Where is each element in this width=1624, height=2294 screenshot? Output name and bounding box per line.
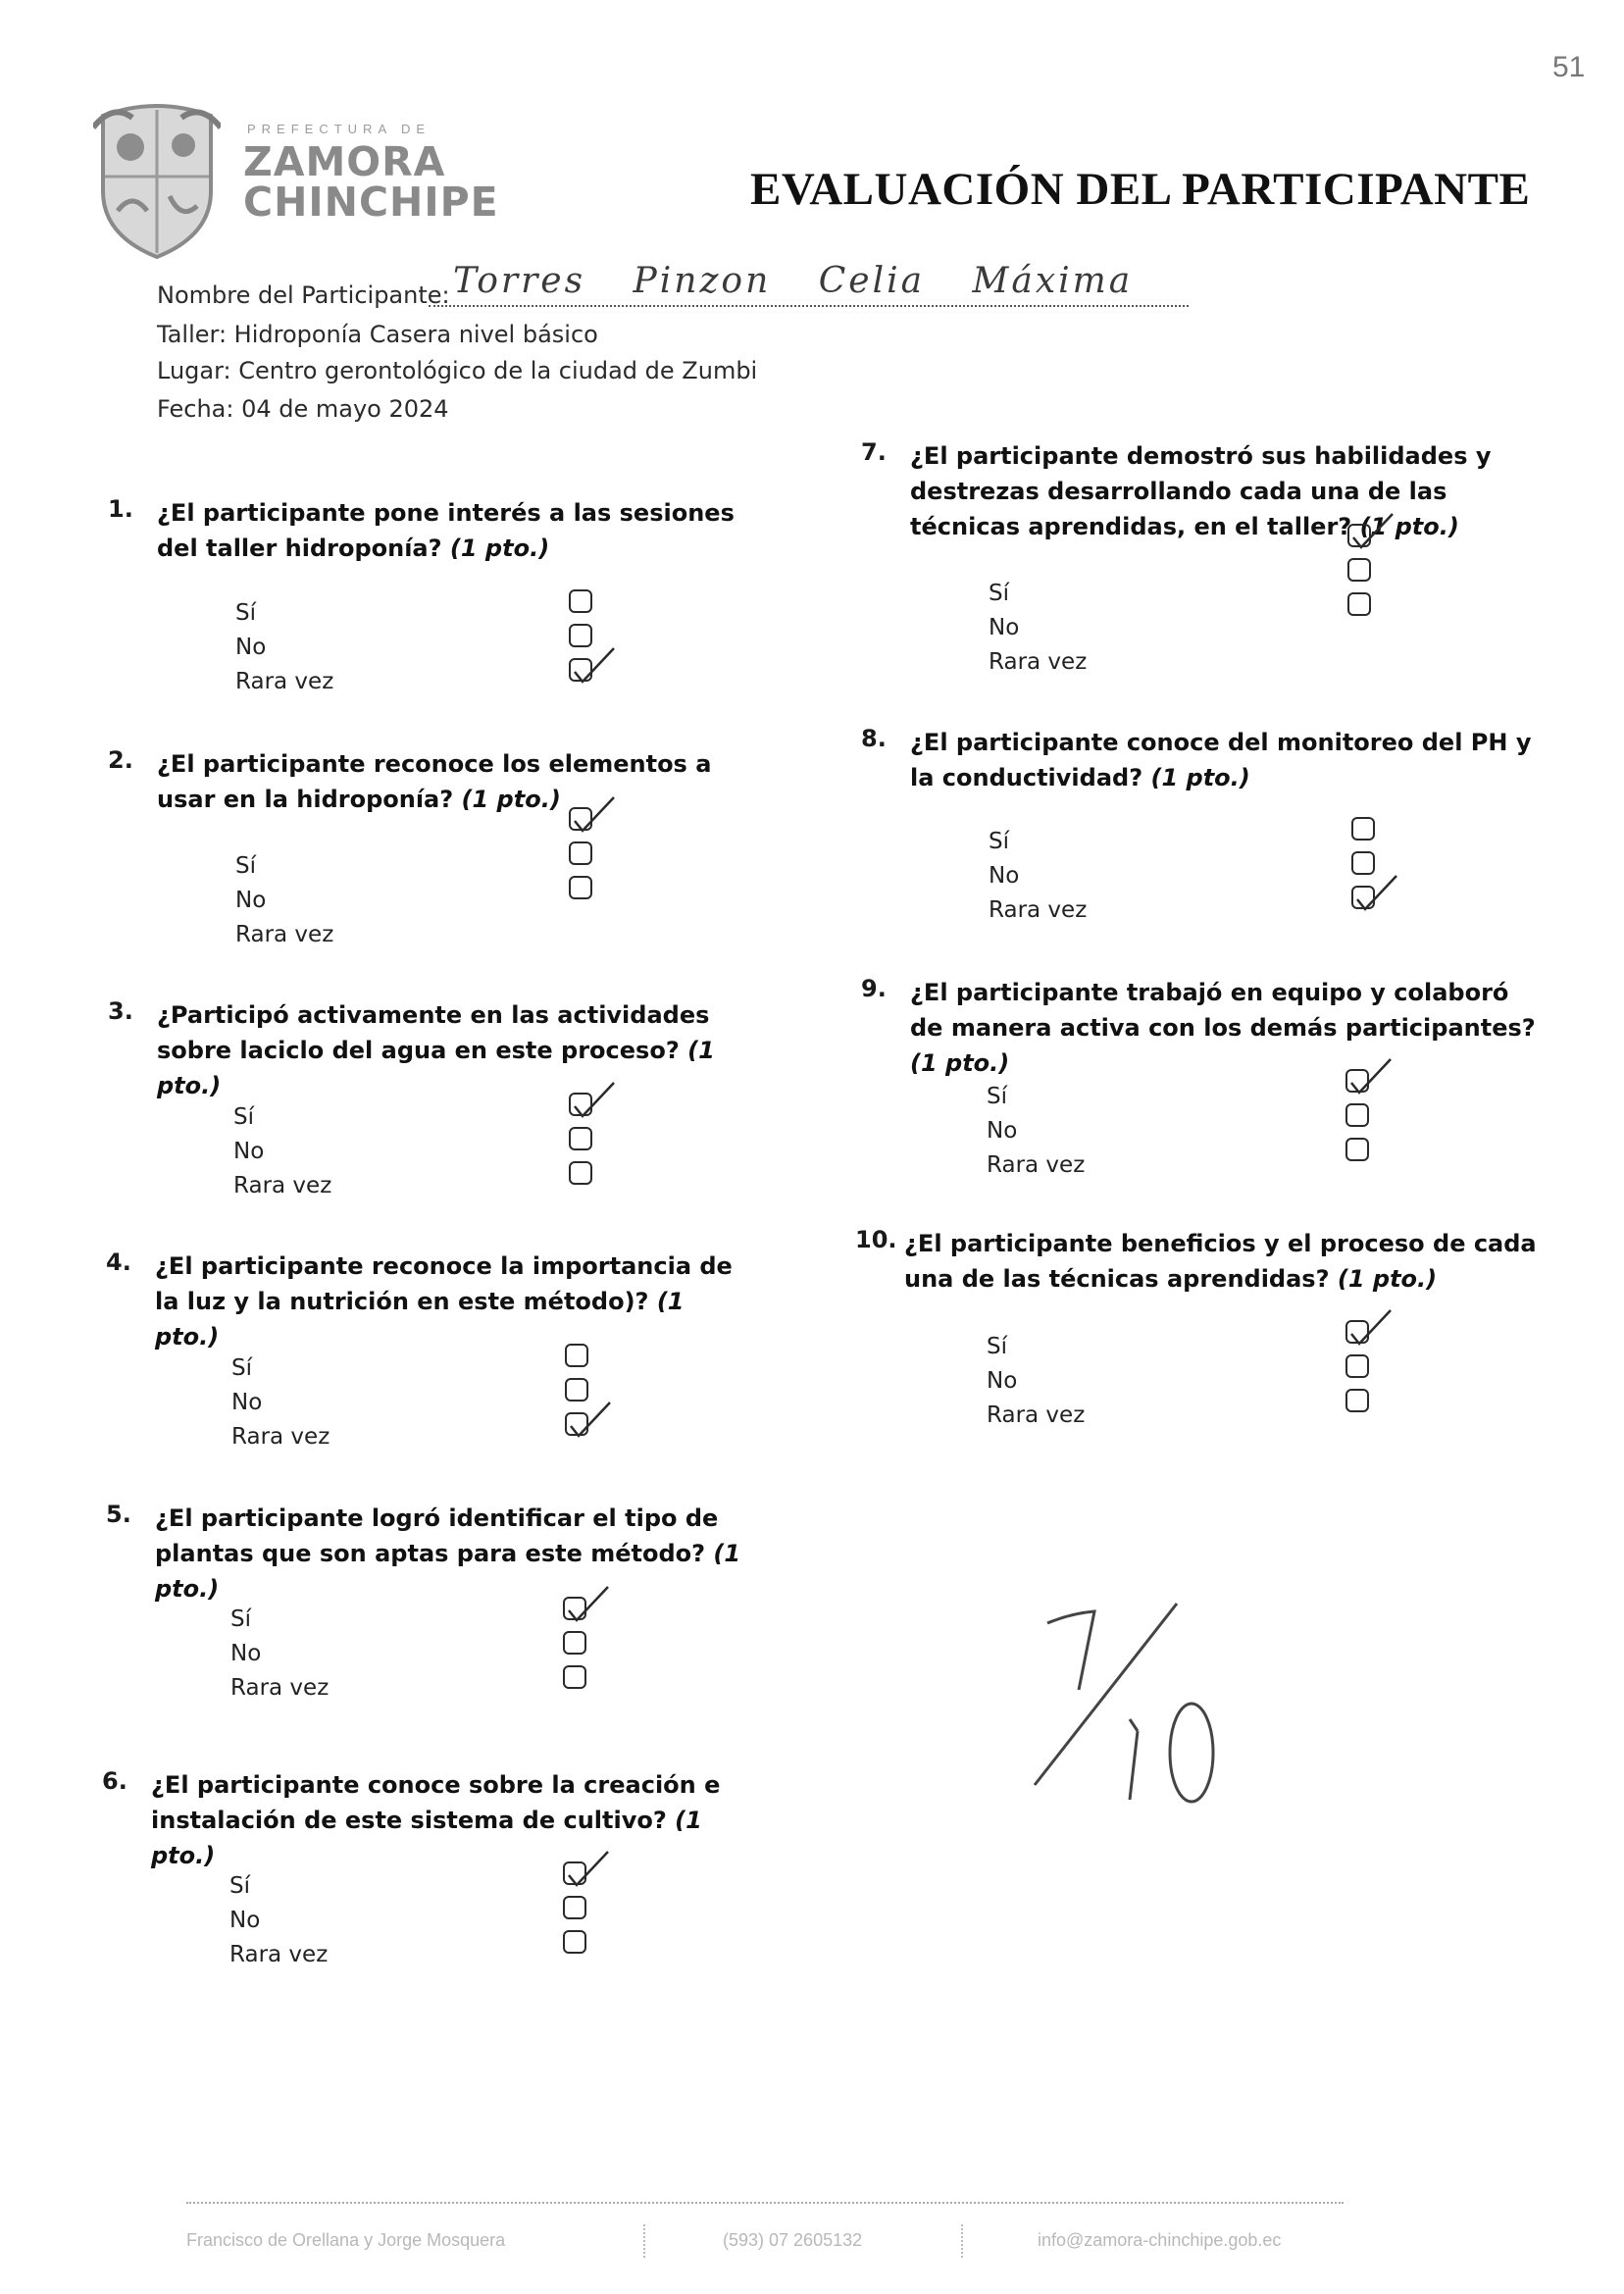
option-label: Rara vez bbox=[235, 922, 334, 947]
option-checkbox[interactable] bbox=[1345, 1103, 1369, 1127]
option-label: Rara vez bbox=[235, 669, 334, 694]
question-number: 10. bbox=[855, 1226, 897, 1253]
option-label: No bbox=[229, 1908, 261, 1933]
question-number: 8. bbox=[861, 725, 887, 752]
page-title: EVALUACIÓN DEL PARTICIPANTE bbox=[750, 164, 1531, 215]
option-checkbox[interactable] bbox=[563, 1930, 586, 1954]
question-number: 6. bbox=[102, 1767, 127, 1795]
option-label: Sí bbox=[987, 1334, 1007, 1359]
option-checkbox[interactable] bbox=[569, 841, 592, 865]
date-info: Fecha: 04 de mayo 2024 bbox=[157, 395, 449, 423]
checkmark-icon bbox=[1347, 1055, 1393, 1095]
workshop-info: Taller: Hidroponía Casera nivel básico bbox=[157, 321, 598, 348]
option-checkbox[interactable] bbox=[1347, 592, 1371, 616]
question-text: ¿El participante trabajó en equipo y colaboró de manera activa con los demás participantes? (1 pto.) bbox=[910, 979, 1536, 1077]
question-number: 3. bbox=[108, 997, 133, 1025]
option-checkbox[interactable] bbox=[569, 589, 592, 613]
checkmark-icon bbox=[571, 793, 616, 833]
footer-separator bbox=[643, 2224, 649, 2258]
score-text: 7/10 bbox=[1020, 1818, 1023, 1819]
option-label: No bbox=[235, 635, 267, 660]
question-number: 7. bbox=[861, 438, 887, 466]
question-points: (1 pto.) bbox=[461, 786, 561, 813]
option-checkbox[interactable] bbox=[1345, 1138, 1369, 1161]
option-label: No bbox=[989, 615, 1020, 640]
option-label: No bbox=[231, 1390, 263, 1415]
question-text: ¿El participante reconoce los elementos a usar en la hidroponía? (1 pto.) bbox=[157, 750, 712, 813]
checkmark-icon bbox=[1353, 872, 1398, 911]
question-points: (1 pto.) bbox=[157, 1037, 715, 1099]
option-label: Sí bbox=[235, 853, 256, 879]
option-checkbox[interactable] bbox=[563, 1631, 586, 1655]
option-label: Rara vez bbox=[231, 1424, 330, 1450]
option-label: Sí bbox=[231, 1355, 252, 1381]
option-checkbox[interactable] bbox=[1345, 1389, 1369, 1412]
location-info: Lugar: Centro gerontológico de la ciudad de Zumbi bbox=[157, 357, 758, 384]
question-text: ¿El participante logró identificar el tipo de plantas que son aptas para este método? (1 pto.) bbox=[155, 1504, 741, 1603]
checkmark-icon bbox=[1347, 1306, 1393, 1346]
checkmark-icon bbox=[571, 1079, 616, 1118]
question-points: (1 pto.) bbox=[151, 1807, 702, 1869]
footer-email: info@zamora-chinchipe.gob.ec bbox=[1038, 2230, 1282, 2250]
checkmark-icon bbox=[565, 1848, 610, 1887]
question-number: 1. bbox=[108, 495, 133, 523]
option-label: Sí bbox=[229, 1873, 250, 1899]
question-text: ¿El participante demostró sus habilidades y destrezas desarrollando cada una de las técnicas aprendidas, en el taller? (1 pto.) bbox=[910, 442, 1492, 540]
option-checkbox[interactable] bbox=[1351, 817, 1375, 841]
question-text: ¿El participante pone interés a las sesiones del taller hidroponía? (1 pto.) bbox=[157, 499, 735, 562]
question-points: (1 pto.) bbox=[155, 1288, 685, 1351]
option-label: Sí bbox=[233, 1104, 254, 1130]
question-text: ¿El participante reconoce la importancia de la luz y la nutrición en este método)? (1 pto.) bbox=[155, 1252, 733, 1351]
question-text: ¿Participó activamente en las actividades sobre laciclo del agua en este proceso? (1 pto.) bbox=[157, 1001, 715, 1099]
question-points: (1 pto.) bbox=[155, 1540, 741, 1603]
participant-name-value: Torres Pinzon Celia Máxima bbox=[453, 261, 1134, 301]
checkmark-icon bbox=[565, 1583, 610, 1622]
checkmark-icon bbox=[567, 1399, 612, 1438]
question-number: 9. bbox=[861, 975, 887, 1002]
option-label: No bbox=[235, 888, 267, 913]
footer-address: Francisco de Orellana y Jorge Mosquera bbox=[186, 2230, 506, 2250]
question-number: 4. bbox=[106, 1249, 131, 1276]
option-checkbox[interactable] bbox=[563, 1665, 586, 1689]
option-label: No bbox=[233, 1139, 265, 1164]
option-label: No bbox=[987, 1368, 1018, 1394]
option-label: No bbox=[987, 1118, 1018, 1144]
question-number: 2. bbox=[108, 746, 133, 774]
logo-text-line-2: CHINCHIPE bbox=[243, 178, 499, 226]
option-checkbox[interactable] bbox=[569, 876, 592, 899]
shield-icon bbox=[93, 98, 221, 260]
option-checkbox[interactable] bbox=[1347, 558, 1371, 582]
option-label: Rara vez bbox=[987, 1402, 1086, 1428]
checkmark-icon bbox=[1349, 510, 1395, 549]
option-label: Rara vez bbox=[989, 649, 1088, 675]
logo-text-line-1: ZAMORA bbox=[243, 138, 446, 185]
option-label: Sí bbox=[230, 1606, 251, 1632]
option-label: Rara vez bbox=[230, 1675, 330, 1701]
page-number: 51 bbox=[1552, 51, 1586, 83]
question-points: (1 pto.) bbox=[1150, 764, 1250, 791]
prefectura-logo bbox=[93, 98, 499, 265]
option-label: No bbox=[989, 863, 1020, 889]
option-label: Rara vez bbox=[987, 1152, 1086, 1178]
question-text: ¿El participante beneficios y el proceso de cada una de las técnicas aprendidas? (1 pto.) bbox=[904, 1230, 1537, 1293]
question-points: (1 pto.) bbox=[1337, 1265, 1438, 1293]
score-handwritten bbox=[1020, 1594, 1294, 1819]
question-text: ¿El participante conoce sobre la creación e instalación de este sistema de cultivo? (1 pto.) bbox=[151, 1771, 721, 1869]
question-points: (1 pto.) bbox=[910, 1049, 1010, 1077]
option-checkbox[interactable] bbox=[565, 1344, 588, 1367]
option-label: Rara vez bbox=[989, 897, 1088, 923]
option-checkbox[interactable] bbox=[1345, 1354, 1369, 1378]
participant-name-label: Nombre del Participante: bbox=[157, 281, 450, 309]
logo-small-text: PREFECTURA DE bbox=[247, 122, 431, 136]
checkmark-icon bbox=[571, 644, 616, 684]
option-label: Rara vez bbox=[229, 1942, 329, 1967]
option-label: No bbox=[230, 1641, 262, 1666]
question-points: (1 pto.) bbox=[449, 535, 550, 562]
option-label: Sí bbox=[235, 600, 256, 626]
option-checkbox[interactable] bbox=[563, 1896, 586, 1919]
footer-separator bbox=[961, 2224, 967, 2258]
option-label: Sí bbox=[989, 829, 1009, 854]
question-text: ¿El participante conoce del monitoreo del PH y la conductividad? (1 pto.) bbox=[910, 729, 1532, 791]
question-points: (1 pto.) bbox=[1359, 513, 1459, 540]
footer-divider bbox=[186, 2202, 1344, 2204]
option-label: Sí bbox=[989, 581, 1009, 606]
option-checkbox[interactable] bbox=[569, 1161, 592, 1185]
option-checkbox[interactable] bbox=[569, 1127, 592, 1150]
question-number: 5. bbox=[106, 1501, 131, 1528]
option-label: Rara vez bbox=[233, 1173, 332, 1198]
footer-phone: (593) 07 2605132 bbox=[723, 2230, 863, 2250]
option-label: Sí bbox=[987, 1084, 1007, 1109]
